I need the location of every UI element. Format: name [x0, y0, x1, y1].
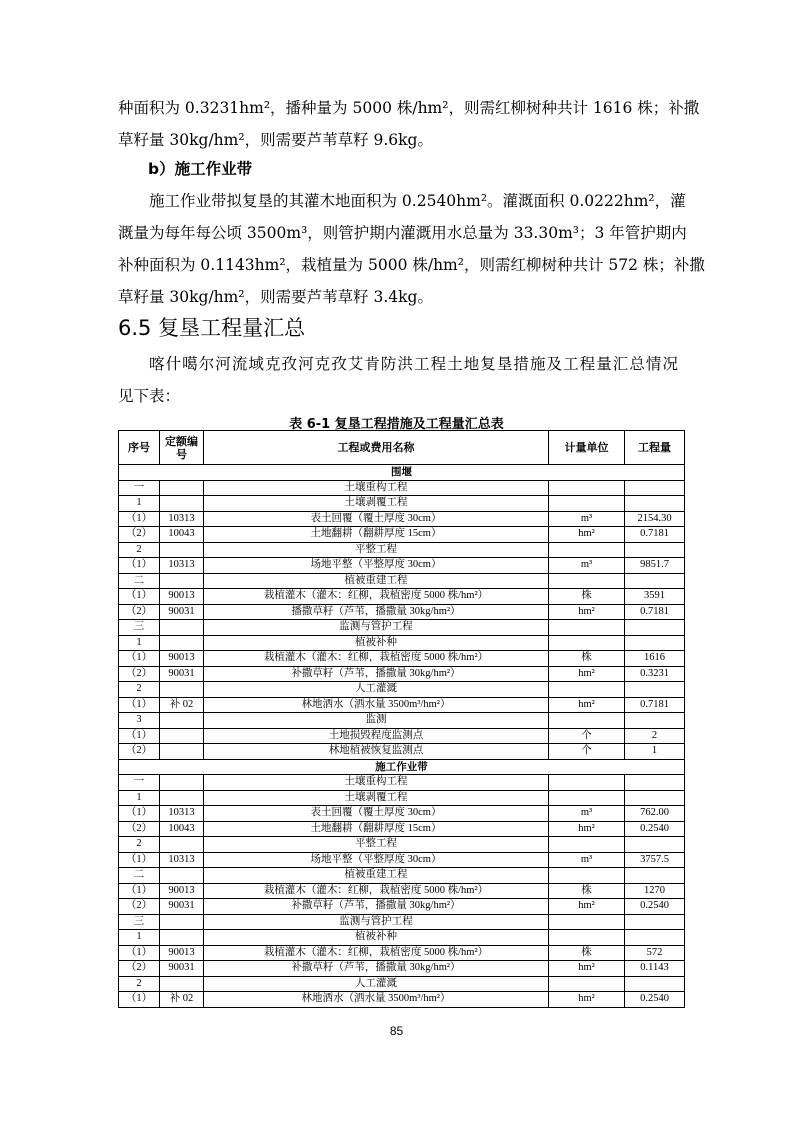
table-header-row — [119, 431, 685, 465]
table-row — [119, 914, 685, 930]
cell-item-name: 土壤剥覆工程 — [204, 790, 549, 806]
cell-quantity — [625, 930, 685, 946]
cell-unit — [549, 573, 625, 589]
cell-item-name: 播撒草籽（芦苇，播撒量 30kg/hm²） — [204, 604, 549, 620]
cell-unit — [549, 480, 625, 496]
cell-item-name: 人工灌溉 — [204, 682, 549, 698]
cell-item-name: 土壤重构工程 — [204, 775, 549, 791]
cell-quota-code: 补 02 — [160, 697, 204, 713]
cell-quantity: 3757.5 — [625, 852, 685, 868]
cell-quota-code: 10313 — [160, 511, 204, 527]
cell-quota-code: 90013 — [160, 651, 204, 667]
cell-quantity: 0.3231 — [625, 666, 685, 682]
cell-quantity: 1270 — [625, 883, 685, 899]
cell-unit — [549, 868, 625, 884]
cell-serial: （1） — [119, 651, 160, 667]
cell-item-name: 补撒草籽（芦苇，播撒量 30kg/hm²） — [204, 666, 549, 682]
table-row — [119, 806, 685, 822]
cell-unit: hm² — [549, 992, 625, 1008]
cell-serial: 二 — [119, 868, 160, 884]
cell-serial: （1） — [119, 558, 160, 574]
table-row — [119, 573, 685, 589]
table-row — [119, 868, 685, 884]
cell-quota-code — [160, 914, 204, 930]
table-row — [119, 697, 685, 713]
table-row — [119, 883, 685, 899]
cell-serial: （2） — [119, 604, 160, 620]
cell-quota-code: 10043 — [160, 821, 204, 837]
cell-serial: （2） — [119, 666, 160, 682]
cell-item-name: 平整工程 — [204, 542, 549, 558]
cell-quantity: 2 — [625, 728, 685, 744]
cell-unit: hm² — [549, 961, 625, 977]
cell-unit: m³ — [549, 806, 625, 822]
cell-quota-code — [160, 775, 204, 791]
cell-quota-code — [160, 682, 204, 698]
table-row — [119, 930, 685, 946]
cell-quota-code — [160, 496, 204, 512]
subheading-construction-belt: b）施工作业带 — [148, 160, 253, 178]
cell-serial: （1） — [119, 806, 160, 822]
cell-quota-code: 90031 — [160, 666, 204, 682]
cell-quota-code — [160, 480, 204, 496]
cell-quota-code — [160, 713, 204, 729]
cell-quantity: 572 — [625, 945, 685, 961]
cell-unit — [549, 542, 625, 558]
cell-serial: （1） — [119, 992, 160, 1008]
cell-serial: 2 — [119, 837, 160, 853]
text-line: 草籽量 30kg/hm²，则需要芦苇草籽 9.6kg。 — [118, 131, 433, 149]
cell-quota-code — [160, 635, 204, 651]
cell-unit: 个 — [549, 728, 625, 744]
cell-quantity — [625, 868, 685, 884]
cell-unit — [549, 790, 625, 806]
cell-quantity: 0.7181 — [625, 604, 685, 620]
table-row — [119, 558, 685, 574]
cell-quantity — [625, 635, 685, 651]
cell-quantity — [625, 790, 685, 806]
text-line: 喀什噶尔河流域克孜河克孜艾肯防洪工程土地复垦措施及工程量汇总情况 — [149, 355, 678, 373]
cell-quantity — [625, 480, 685, 496]
cell-quantity: 0.1143 — [625, 961, 685, 977]
cell-quota-code — [160, 728, 204, 744]
text-line: 补种面积为 0.1143hm²，栽植量为 5000 株/hm²，则需红柳树种共计 572 株；补撒 — [118, 256, 705, 274]
cell-unit: 株 — [549, 589, 625, 605]
cell-serial: （1） — [119, 697, 160, 713]
table-row — [119, 852, 685, 868]
text-line: 种面积为 0.3231hm²，播种量为 5000 株/hm²，则需红柳树种共计 1616 株；补撒 — [118, 99, 700, 117]
cell-serial: 一 — [119, 775, 160, 791]
cell-serial: 1 — [119, 790, 160, 806]
table-row — [119, 961, 685, 977]
cell-item-name: 植被重建工程 — [204, 868, 549, 884]
cell-quota-code — [160, 542, 204, 558]
table-row — [119, 728, 685, 744]
cell-quota-code: 10313 — [160, 806, 204, 822]
cell-quantity — [625, 573, 685, 589]
cell-item-name: 林地洒水（洒水量 3500m³/hm²） — [204, 697, 549, 713]
cell-item-name: 补撒草籽（芦苇，播撒量 30kg/hm²） — [204, 899, 549, 915]
cell-unit: 个 — [549, 744, 625, 760]
cell-quota-code: 90031 — [160, 604, 204, 620]
cell-unit: hm² — [549, 899, 625, 915]
cell-serial: （2） — [119, 744, 160, 760]
text-line: 施工作业带拟复垦的其灌木地面积为 0.2540hm²。灌溉面积 0.0222hm²，灌 — [149, 192, 686, 210]
table-row — [119, 620, 685, 636]
cell-quota-code: 10313 — [160, 558, 204, 574]
cell-item-name: 植被重建工程 — [204, 573, 549, 589]
table-row — [119, 480, 685, 496]
cell-quota-code — [160, 837, 204, 853]
cell-item-name: 植被补种 — [204, 930, 549, 946]
cell-quota-code — [160, 868, 204, 884]
cell-item-name: 栽植灌木（灌木：红柳，栽植密度 5000 株/hm²） — [204, 945, 549, 961]
cell-item-name: 表土回覆（覆土厚度 30cm） — [204, 511, 549, 527]
cell-unit — [549, 635, 625, 651]
cell-quantity — [625, 837, 685, 853]
cell-serial: 1 — [119, 496, 160, 512]
text-line: 草籽量 30kg/hm²，则需要芦苇草籽 3.4kg。 — [118, 288, 433, 306]
cell-item-name: 表土回覆（覆土厚度 30cm） — [204, 806, 549, 822]
table-row — [119, 604, 685, 620]
section-title: 围堰 — [119, 465, 685, 481]
cell-item-name: 土壤剥覆工程 — [204, 496, 549, 512]
cell-unit — [549, 930, 625, 946]
cell-quantity — [625, 914, 685, 930]
cell-quota-code: 10313 — [160, 852, 204, 868]
cell-item-name: 土地损毁程度监测点 — [204, 728, 549, 744]
cell-serial: （1） — [119, 511, 160, 527]
cell-quota-code: 90031 — [160, 961, 204, 977]
cell-quantity: 762.00 — [625, 806, 685, 822]
cell-unit: 株 — [549, 945, 625, 961]
cell-serial: （1） — [119, 883, 160, 899]
cell-quota-code — [160, 744, 204, 760]
table-row — [119, 682, 685, 698]
cell-item-name: 林地洒水（洒水量 3500m³/hm²） — [204, 992, 549, 1008]
cell-unit — [549, 713, 625, 729]
cell-unit — [549, 496, 625, 512]
header-quantity: 工程量 — [625, 431, 685, 465]
cell-item-name: 土地翻耕（翻耕厚度 15cm） — [204, 821, 549, 837]
cell-unit — [549, 837, 625, 853]
cell-quantity: 0.2540 — [625, 899, 685, 915]
cell-quantity: 0.7181 — [625, 697, 685, 713]
cell-item-name: 栽植灌木（灌木：红柳，栽植密度 5000 株/hm²） — [204, 651, 549, 667]
cell-quota-code — [160, 976, 204, 992]
cell-item-name: 监测 — [204, 713, 549, 729]
cell-unit: 株 — [549, 883, 625, 899]
cell-quantity — [625, 620, 685, 636]
table-row — [119, 992, 685, 1008]
cell-quota-code — [160, 790, 204, 806]
cell-unit: hm² — [549, 697, 625, 713]
table-row — [119, 635, 685, 651]
cell-quota-code: 10043 — [160, 527, 204, 543]
cell-quota-code — [160, 620, 204, 636]
table-row — [119, 945, 685, 961]
table-row — [119, 713, 685, 729]
text-line: 溉量为每年每公顷 3500m³，则管护期内灌溉用水总量为 33.30m³；3 年管护期内 — [118, 224, 687, 242]
cell-item-name: 补撒草籽（芦苇，播撒量 30kg/hm²） — [204, 961, 549, 977]
cell-serial: （1） — [119, 589, 160, 605]
cell-quota-code: 90031 — [160, 899, 204, 915]
cell-unit — [549, 775, 625, 791]
table-row — [119, 527, 685, 543]
table-row — [119, 666, 685, 682]
cell-serial: 三 — [119, 914, 160, 930]
table-row — [119, 976, 685, 992]
cell-item-name: 场地平整（平整厚度 30cm） — [204, 852, 549, 868]
table-row — [119, 651, 685, 667]
text-line: 见下表： — [118, 387, 181, 405]
body-paragraph-3 — [118, 348, 678, 412]
cell-unit: m³ — [549, 558, 625, 574]
table-row — [119, 899, 685, 915]
cell-item-name: 人工灌溉 — [204, 976, 549, 992]
cell-serial: （1） — [119, 945, 160, 961]
table-row — [119, 589, 685, 605]
cell-serial: 三 — [119, 620, 160, 636]
cell-quantity: 9851.7 — [625, 558, 685, 574]
cell-unit: hm² — [549, 666, 625, 682]
cell-item-name: 土地翻耕（翻耕厚度 15cm） — [204, 527, 549, 543]
table-row — [119, 542, 685, 558]
table-row — [119, 837, 685, 853]
cell-quantity: 1616 — [625, 651, 685, 667]
body-paragraph-2 — [118, 185, 705, 313]
cell-item-name: 场地平整（平整厚度 30cm） — [204, 558, 549, 574]
table-row — [119, 744, 685, 760]
cell-unit — [549, 914, 625, 930]
cell-quota-code: 90013 — [160, 883, 204, 899]
cell-quantity: 1 — [625, 744, 685, 760]
cell-unit: hm² — [549, 604, 625, 620]
cell-quantity — [625, 713, 685, 729]
cell-serial: （2） — [119, 961, 160, 977]
cell-serial: 一 — [119, 480, 160, 496]
cell-item-name: 林地植被恢复监测点 — [204, 744, 549, 760]
body-paragraph-1 — [118, 92, 700, 156]
cell-item-name: 平整工程 — [204, 837, 549, 853]
cell-item-name: 监测与管护工程 — [204, 620, 549, 636]
cell-quota-code: 90013 — [160, 589, 204, 605]
cell-quota-code — [160, 573, 204, 589]
cell-quantity — [625, 976, 685, 992]
cell-quantity — [625, 542, 685, 558]
cell-unit: hm² — [549, 527, 625, 543]
cell-item-name: 栽植灌木（灌木：红柳，栽植密度 5000 株/hm²） — [204, 883, 549, 899]
table-row — [119, 496, 685, 512]
cell-serial: （2） — [119, 899, 160, 915]
table-row — [119, 821, 685, 837]
cell-unit — [549, 620, 625, 636]
cell-quantity — [625, 496, 685, 512]
table-section-row — [119, 465, 685, 481]
header-quota-code: 定额编号 — [160, 431, 204, 465]
cell-serial: （2） — [119, 821, 160, 837]
cell-serial: （1） — [119, 728, 160, 744]
section-title: 施工作业带 — [119, 759, 685, 775]
cell-item-name: 栽植灌木（灌木：红柳，栽植密度 5000 株/hm²） — [204, 589, 549, 605]
cell-quantity: 0.7181 — [625, 527, 685, 543]
cell-serial: 二 — [119, 573, 160, 589]
cell-item-name: 监测与管护工程 — [204, 914, 549, 930]
table-row — [119, 790, 685, 806]
table-caption: 表 6-1 复垦工程措施及工程量汇总表 — [289, 417, 504, 432]
cell-item-name: 土壤重构工程 — [204, 480, 549, 496]
table-row — [119, 511, 685, 527]
header-unit: 计量单位 — [549, 431, 625, 465]
cell-serial: 1 — [119, 930, 160, 946]
table-section-row — [119, 759, 685, 775]
table-body — [119, 465, 685, 1008]
section-heading: 6.5 复垦工程量汇总 — [118, 316, 306, 340]
cell-quantity: 0.2540 — [625, 821, 685, 837]
cell-quantity — [625, 775, 685, 791]
cell-quantity: 3591 — [625, 589, 685, 605]
summary-table — [118, 430, 685, 1008]
cell-quota-code: 90013 — [160, 945, 204, 961]
cell-quota-code — [160, 930, 204, 946]
cell-quota-code: 补 02 — [160, 992, 204, 1008]
cell-serial: 3 — [119, 713, 160, 729]
cell-serial: （1） — [119, 852, 160, 868]
header-item-name: 工程或费用名称 — [204, 431, 549, 465]
header-serial: 序号 — [119, 431, 160, 465]
cell-quantity: 0.2540 — [625, 992, 685, 1008]
cell-unit: hm² — [549, 821, 625, 837]
cell-unit — [549, 682, 625, 698]
cell-serial: 2 — [119, 542, 160, 558]
cell-serial: 2 — [119, 976, 160, 992]
cell-serial: 2 — [119, 682, 160, 698]
cell-unit: 株 — [549, 651, 625, 667]
cell-serial: 1 — [119, 635, 160, 651]
cell-item-name: 植被补种 — [204, 635, 549, 651]
cell-unit: m³ — [549, 511, 625, 527]
table-row — [119, 775, 685, 791]
page-number: 85 — [389, 1024, 404, 1038]
cell-quantity — [625, 682, 685, 698]
cell-unit: m³ — [549, 852, 625, 868]
cell-unit — [549, 976, 625, 992]
cell-quantity: 2154.30 — [625, 511, 685, 527]
cell-serial: （2） — [119, 527, 160, 543]
